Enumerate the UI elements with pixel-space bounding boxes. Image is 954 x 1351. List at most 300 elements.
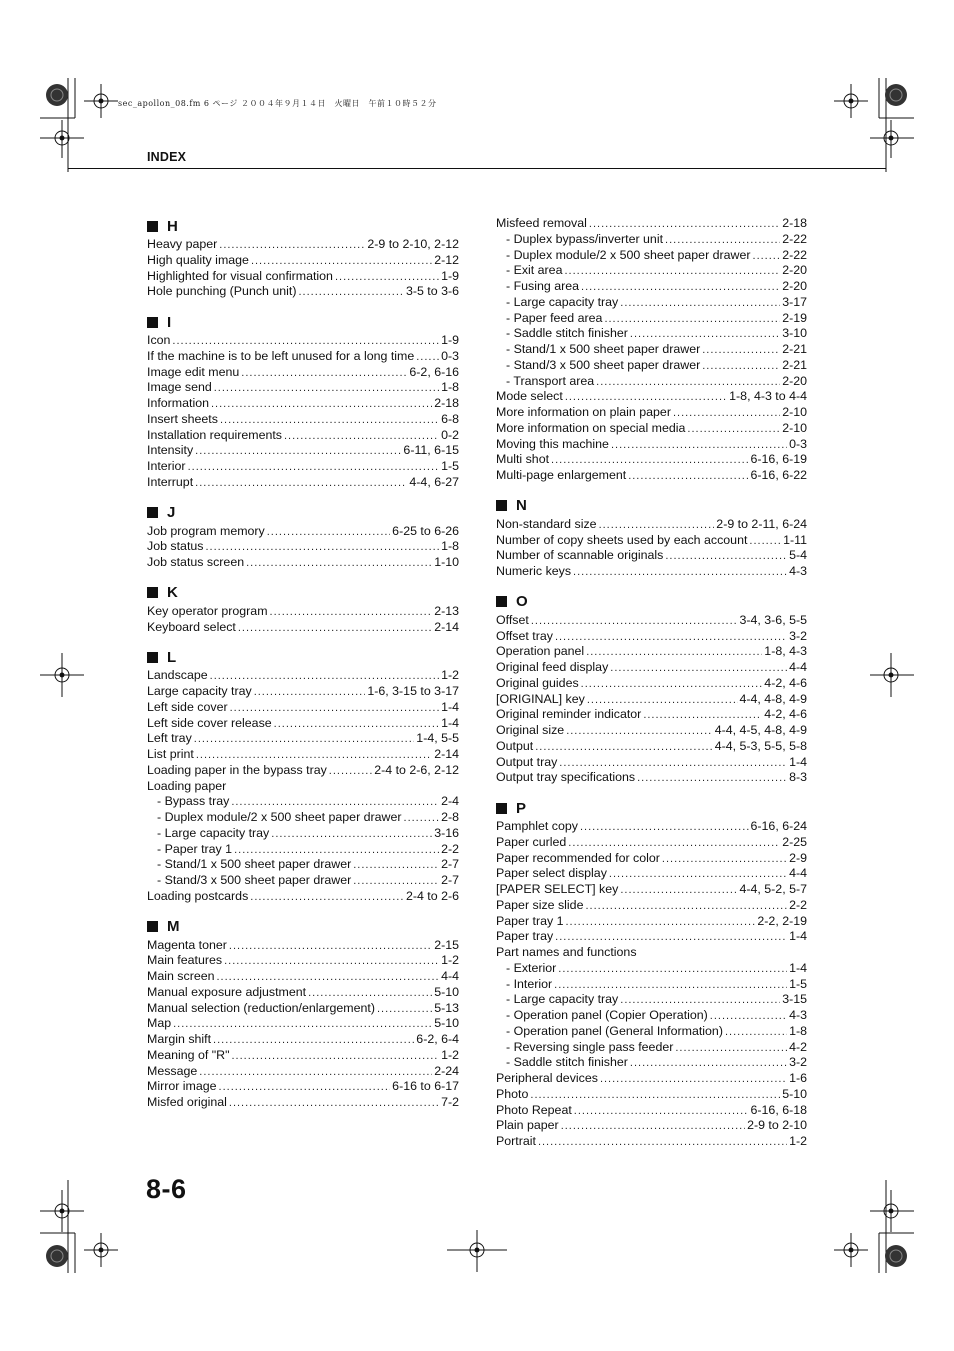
entry-page-ref: 5-4 xyxy=(789,548,807,563)
entry-page-ref: 3-2 xyxy=(789,1055,807,1070)
dot-leader xyxy=(554,978,787,994)
entry-page-ref: 2-20 xyxy=(782,373,807,388)
index-entry xyxy=(496,866,807,882)
index-section xyxy=(147,312,459,491)
index-entry xyxy=(496,835,807,851)
index-entry xyxy=(147,668,459,684)
index-entry xyxy=(496,755,807,771)
entry-page-ref: 2-19 xyxy=(782,310,807,325)
entry-page-ref: 5-10 xyxy=(782,1086,807,1101)
entry-term: - Duplex module/2 x 500 sheet paper drawer xyxy=(506,247,751,262)
entry-term: - Bypass tray xyxy=(157,794,230,809)
index-entry xyxy=(496,389,807,405)
index-entry xyxy=(496,819,807,835)
index-subentry xyxy=(496,992,807,1008)
index-entry xyxy=(147,716,459,732)
dot-leader xyxy=(217,970,440,986)
entry-term: Output tray specifications xyxy=(496,770,636,785)
dot-leader xyxy=(219,1080,391,1096)
entry-page-ref: 1-2 xyxy=(441,668,459,683)
entry-page-ref: 4-4, 5-3, 5-5, 5-8 xyxy=(714,738,807,753)
index-entry xyxy=(496,707,807,723)
entry-page-ref: 4-4, 5-2, 5-7 xyxy=(739,882,807,896)
index-entry xyxy=(147,889,459,905)
entry-page-ref: 2-4 to 2-6 xyxy=(405,888,459,903)
entry-page-ref: 4-4, 6-27 xyxy=(409,474,459,489)
square-bullet-icon xyxy=(147,587,158,598)
dot-leader xyxy=(599,518,715,534)
dot-leader xyxy=(254,685,366,701)
index-entry xyxy=(496,564,807,580)
entry-term: Interrupt xyxy=(147,474,194,489)
dot-leader xyxy=(558,962,787,978)
entry-page-ref: 4-3 xyxy=(789,564,807,578)
dot-leader xyxy=(620,993,780,1009)
entry-term: Loading postcards xyxy=(147,888,249,903)
dot-leader xyxy=(628,469,748,485)
index-section xyxy=(496,216,807,484)
entry-term: More information on plain paper xyxy=(496,405,671,419)
entry-page-ref: 3-2 xyxy=(789,628,807,643)
entry-page-ref: 4-4 xyxy=(441,969,459,983)
entry-page-ref: 3-5 to 3-6 xyxy=(405,284,459,299)
dot-leader xyxy=(710,1009,787,1025)
index-entry xyxy=(147,1032,459,1048)
index-subentry xyxy=(496,279,807,295)
section-letter: I xyxy=(167,313,172,331)
index-entry xyxy=(147,1048,459,1064)
section-letter: N xyxy=(516,497,527,515)
dot-leader xyxy=(620,296,780,312)
entry-page-ref: 2-2, 2-19 xyxy=(757,913,807,928)
entry-page-ref: 6-16, 6-19 xyxy=(750,452,807,467)
entry-term: Offset tray xyxy=(496,628,553,643)
dot-leader xyxy=(702,343,780,359)
entry-page-ref: 2-13 xyxy=(434,603,459,618)
index-section xyxy=(147,503,459,571)
index-entry xyxy=(496,452,807,468)
entry-term: Numeric keys xyxy=(496,564,572,578)
dot-leader xyxy=(675,1041,787,1057)
index-entry xyxy=(496,421,807,437)
dot-leader xyxy=(587,693,738,709)
square-bullet-icon xyxy=(147,507,158,518)
section-letter: H xyxy=(167,217,178,235)
entry-page-ref: 4-4 xyxy=(789,866,807,881)
entry-page-ref: 3-16 xyxy=(434,825,459,840)
entry-page-ref: 1-8 xyxy=(441,539,459,554)
index-subentry xyxy=(496,311,807,327)
index-entry xyxy=(147,333,459,349)
dot-leader xyxy=(416,350,439,366)
entry-term: Message xyxy=(147,1063,198,1078)
dot-leader xyxy=(308,986,432,1002)
entry-term: - Interior xyxy=(506,976,553,991)
dot-leader xyxy=(172,334,439,350)
dot-leader xyxy=(250,890,404,906)
index-entry xyxy=(147,779,459,795)
entry-page-ref: 6-25 to 6-26 xyxy=(392,523,459,538)
index-entry xyxy=(496,1134,807,1150)
dot-leader xyxy=(665,233,780,249)
dot-leader xyxy=(753,249,781,265)
entry-page-ref: 1-8, 4-3 xyxy=(764,644,807,659)
entry-term: List print xyxy=(147,747,194,761)
index-entry xyxy=(496,548,807,564)
dot-leader xyxy=(241,366,407,382)
index-entry xyxy=(496,1071,807,1087)
index-entry xyxy=(496,1087,807,1103)
entry-term: Mode select xyxy=(496,389,563,404)
entry-term: Left side cover xyxy=(147,699,228,714)
entry-page-ref: 2-7 xyxy=(441,873,459,887)
index-entry xyxy=(147,396,459,412)
index-entry xyxy=(496,851,807,867)
entry-term: Number of copy sheets used by each account xyxy=(496,532,748,547)
entry-term: Loading paper in the bypass tray xyxy=(147,762,327,777)
entry-term: - Stand/3 x 500 sheet paper drawer xyxy=(157,873,352,887)
entry-term: Key operator program xyxy=(147,603,268,618)
entry-page-ref: 2-9 to 2-10 xyxy=(747,1118,807,1133)
dot-leader xyxy=(274,717,439,733)
dot-leader xyxy=(210,669,439,685)
dot-leader xyxy=(568,836,780,852)
entry-page-ref: 1-9 xyxy=(441,268,459,283)
dot-leader xyxy=(749,534,781,550)
entry-page-ref: 2-25 xyxy=(782,834,807,849)
entry-term: Paper tray 1 xyxy=(496,913,564,928)
index-section xyxy=(147,583,459,636)
dot-leader xyxy=(219,238,365,254)
entry-term: Image edit menu xyxy=(147,364,240,379)
index-subentry xyxy=(147,857,459,873)
entry-term: Job program memory xyxy=(147,523,265,538)
entry-page-ref: 1-4 xyxy=(789,754,807,769)
dot-leader xyxy=(404,811,440,827)
entry-page-ref: 2-18 xyxy=(782,216,807,230)
entry-page-ref: 2-4 to 2-6, 2-12 xyxy=(374,762,459,777)
entry-page-ref: 1-2 xyxy=(441,1047,459,1062)
entry-page-ref: 1-9 xyxy=(441,333,459,347)
entry-term: Hole punching (Punch unit) xyxy=(147,284,297,299)
index-entry xyxy=(496,882,807,898)
index-entry xyxy=(147,428,459,444)
entry-page-ref: 6-2, 6-4 xyxy=(416,1032,459,1046)
entry-page-ref: 0-3 xyxy=(789,436,807,451)
dot-leader xyxy=(573,565,787,581)
file-info-header: sec_apollon_08.fm 6 ページ ２００４年９月１４日 火曜日 午前１０時５２分 xyxy=(118,99,437,108)
dot-leader xyxy=(611,438,787,454)
entry-page-ref: 1-8 xyxy=(789,1023,807,1038)
entry-page-ref: 1-2 xyxy=(441,953,459,968)
entry-page-ref: 4-3 xyxy=(789,1008,807,1022)
entry-page-ref: 2-24 xyxy=(434,1063,459,1078)
index-entry xyxy=(147,731,459,747)
index-entry xyxy=(147,747,459,763)
index-entry xyxy=(496,739,807,755)
dot-leader xyxy=(195,476,407,492)
dot-leader xyxy=(559,756,787,772)
entry-page-ref: 2-15 xyxy=(434,937,459,952)
entry-term: - Exit area xyxy=(506,263,563,278)
entry-page-ref: 6-16, 6-24 xyxy=(750,819,807,833)
entry-page-ref: 4-4, 4-5, 4-8, 4-9 xyxy=(714,723,807,737)
dot-leader xyxy=(231,795,439,811)
entry-term: Paper size slide xyxy=(496,897,584,912)
entry-term: - Paper feed area xyxy=(506,310,603,325)
dot-leader xyxy=(205,540,439,556)
index-section xyxy=(147,216,459,300)
index-entry xyxy=(496,1118,807,1134)
entry-term: More information on special media xyxy=(496,420,686,435)
index-entry xyxy=(496,929,807,945)
entry-page-ref: 1-4 xyxy=(789,929,807,944)
entry-term: Paper recommended for color xyxy=(496,850,660,865)
section-heading xyxy=(496,496,807,516)
entry-page-ref: 5-10 xyxy=(434,984,459,999)
dot-leader xyxy=(188,460,440,476)
dot-leader xyxy=(702,359,780,375)
square-bullet-icon xyxy=(147,221,158,232)
dot-leader xyxy=(566,915,756,931)
section-letter: K xyxy=(167,584,178,602)
index-entry xyxy=(147,459,459,475)
index-subentry xyxy=(496,342,807,358)
entry-page-ref: 2-18 xyxy=(434,396,459,410)
entry-term: Icon xyxy=(147,333,171,347)
entry-term: Misfed original xyxy=(147,1095,227,1109)
dot-leader xyxy=(531,614,738,630)
dot-leader xyxy=(643,708,762,724)
section-letter: J xyxy=(167,504,176,521)
dot-leader xyxy=(564,264,780,280)
dot-leader xyxy=(665,549,787,565)
entry-page-ref: 1-11 xyxy=(783,532,807,547)
entry-page-ref: 2-22 xyxy=(782,247,807,262)
entry-term: - Paper tray 1 xyxy=(157,841,233,856)
index-section xyxy=(147,917,459,1111)
entry-page-ref: 2-22 xyxy=(782,231,807,246)
index-entry xyxy=(147,938,459,954)
dot-leader xyxy=(234,843,439,859)
entry-page-ref: 6-11, 6-15 xyxy=(403,443,459,458)
entry-term: If the machine is to be left unused for a long time xyxy=(147,348,415,363)
entry-term: Part names and functions xyxy=(496,945,637,959)
index-entry xyxy=(496,629,807,645)
dot-leader xyxy=(673,406,780,422)
entry-term: Plain paper xyxy=(496,1118,559,1133)
entry-term: Paper select display xyxy=(496,866,607,881)
entry-term: Operation panel xyxy=(496,644,585,659)
section-heading xyxy=(496,798,807,818)
dot-leader xyxy=(662,852,787,868)
index-entry xyxy=(147,380,459,396)
entry-term: [ORIGINAL] key xyxy=(496,691,585,706)
dot-leader xyxy=(194,732,415,748)
index-entry xyxy=(496,676,807,692)
dot-leader xyxy=(566,724,713,740)
square-bullet-icon xyxy=(147,921,158,932)
entry-page-ref: 2-8 xyxy=(441,810,459,824)
index-subentry xyxy=(147,794,459,810)
index-entry xyxy=(147,700,459,716)
dot-leader xyxy=(609,867,787,883)
dot-leader xyxy=(535,740,713,756)
index-subentry xyxy=(147,810,459,826)
entry-term: - Large capacity tray xyxy=(506,294,619,309)
square-bullet-icon xyxy=(496,500,507,511)
entry-term: Information xyxy=(147,396,209,410)
dot-leader xyxy=(596,375,780,391)
dot-leader xyxy=(600,1072,787,1088)
entry-term: Insert sheets xyxy=(147,411,218,426)
entry-term: Installation requirements xyxy=(147,427,282,442)
entry-page-ref: 2-21 xyxy=(782,357,807,372)
entry-page-ref: 4-2 xyxy=(789,1039,807,1054)
dot-leader xyxy=(173,1017,432,1033)
dot-leader xyxy=(589,217,780,233)
dot-leader xyxy=(284,429,439,445)
entry-page-ref: 2-7 xyxy=(441,857,459,872)
dot-leader xyxy=(687,422,780,438)
index-entry xyxy=(147,1064,459,1080)
entry-page-ref: 1-5 xyxy=(441,459,459,473)
entry-page-ref: 7-2 xyxy=(441,1095,459,1109)
entry-page-ref: 4-4, 4-8, 4-9 xyxy=(739,691,807,706)
entry-term: Highlighted for visual confirmation xyxy=(147,268,333,283)
index-entry xyxy=(496,533,807,549)
index-entry xyxy=(496,898,807,914)
dot-leader xyxy=(725,1025,787,1041)
entry-page-ref: 4-2, 4-6 xyxy=(764,675,807,690)
entry-page-ref: 1-6, 3-15 to 3-17 xyxy=(367,684,459,698)
dot-leader xyxy=(555,630,787,646)
entry-page-ref: 3-17 xyxy=(782,294,807,309)
index-entry xyxy=(147,284,459,300)
index-entry xyxy=(496,723,807,739)
index-entry xyxy=(496,613,807,629)
index-subentry xyxy=(147,826,459,842)
dot-leader xyxy=(565,390,727,406)
index-entry xyxy=(496,770,807,786)
entry-term: - Fusing area xyxy=(506,279,580,293)
entry-term: Output tray xyxy=(496,754,558,769)
index-entry xyxy=(147,985,459,1001)
index-entry xyxy=(147,365,459,381)
entry-page-ref: 4-2, 4-6 xyxy=(764,707,807,722)
entry-page-ref: 1-5 xyxy=(789,976,807,991)
index-entry xyxy=(147,237,459,253)
index-section xyxy=(147,647,459,904)
section-heading xyxy=(147,312,459,332)
entry-page-ref: 2-14 xyxy=(434,747,459,761)
header-rule xyxy=(68,168,886,169)
entry-term: Interior xyxy=(147,459,186,473)
entry-term: Multi shot xyxy=(496,452,550,467)
entry-term: Map xyxy=(147,1016,172,1031)
dot-leader xyxy=(581,677,763,693)
index-subentry xyxy=(496,232,807,248)
index-subentry xyxy=(147,842,459,858)
dot-leader xyxy=(220,413,439,429)
entry-term: - Stand/1 x 500 sheet paper drawer xyxy=(157,857,352,872)
entry-term: Portrait xyxy=(496,1134,536,1148)
entry-term: Paper tray xyxy=(496,929,554,944)
entry-term: Multi-page enlargement xyxy=(496,468,627,482)
index-entry xyxy=(147,620,459,636)
entry-term: Number of scannable originals xyxy=(496,548,664,563)
index-entry xyxy=(147,253,459,269)
entry-term: Original guides xyxy=(496,675,579,690)
entry-term: - Large capacity tray xyxy=(157,825,270,840)
dot-leader xyxy=(580,820,749,836)
entry-page-ref: 2-20 xyxy=(782,263,807,278)
dot-leader xyxy=(267,525,390,541)
index-entry xyxy=(147,475,459,491)
index-entry xyxy=(147,539,459,555)
entry-page-ref: 5-13 xyxy=(434,1000,459,1015)
index-entry xyxy=(147,1001,459,1017)
index-entry xyxy=(147,1016,459,1032)
section-heading xyxy=(147,917,459,937)
index-subentry xyxy=(496,961,807,977)
entry-term: High quality image xyxy=(147,252,249,267)
dot-leader xyxy=(610,661,787,677)
section-heading xyxy=(147,647,459,667)
entry-page-ref: 2-9 to 2-11, 6-24 xyxy=(716,516,807,531)
square-bullet-icon xyxy=(147,317,158,328)
entry-page-ref: 3-15 xyxy=(782,992,807,1007)
entry-page-ref: 1-6 xyxy=(789,1071,807,1085)
dot-leader xyxy=(270,605,433,621)
square-bullet-icon xyxy=(496,803,507,814)
entry-term: - Large capacity tray xyxy=(506,992,619,1007)
index-subentry xyxy=(496,1008,807,1024)
dot-leader xyxy=(298,285,403,301)
section-heading xyxy=(496,592,807,612)
entry-term: Meaning of "R" xyxy=(147,1047,230,1062)
entry-term: Margin shift xyxy=(147,1032,212,1046)
index-entry xyxy=(147,412,459,428)
index-subentry xyxy=(496,1055,807,1071)
entry-term: Left side cover release xyxy=(147,715,272,730)
entry-page-ref: 0-3 xyxy=(441,348,459,363)
entry-page-ref: 1-4 xyxy=(789,960,807,975)
section-letter: L xyxy=(167,648,177,666)
page-number: 8-6 xyxy=(146,1174,187,1204)
entry-term: - Duplex bypass/inverter unit xyxy=(506,231,664,246)
section-letter: P xyxy=(516,799,527,817)
index-subentry xyxy=(496,977,807,993)
dot-leader xyxy=(199,1065,432,1081)
entry-page-ref: 0-2 xyxy=(441,427,459,442)
entry-page-ref: 1-8, 4-3 to 4-4 xyxy=(729,389,807,404)
dot-leader xyxy=(229,1096,439,1112)
index-entry xyxy=(496,437,807,453)
dot-leader xyxy=(353,874,439,890)
index-entry xyxy=(147,604,459,620)
index-entry xyxy=(147,1079,459,1095)
entry-page-ref: 1-10 xyxy=(434,555,459,569)
dot-leader xyxy=(353,858,439,874)
entry-term: Original size xyxy=(496,723,565,737)
entry-term: Loading paper xyxy=(147,778,227,793)
index-column-right xyxy=(496,216,807,1162)
section-letter: M xyxy=(167,918,180,935)
entry-page-ref: 2-10 xyxy=(782,405,807,419)
index-entry xyxy=(147,969,459,985)
entry-term: Main features xyxy=(147,953,223,968)
